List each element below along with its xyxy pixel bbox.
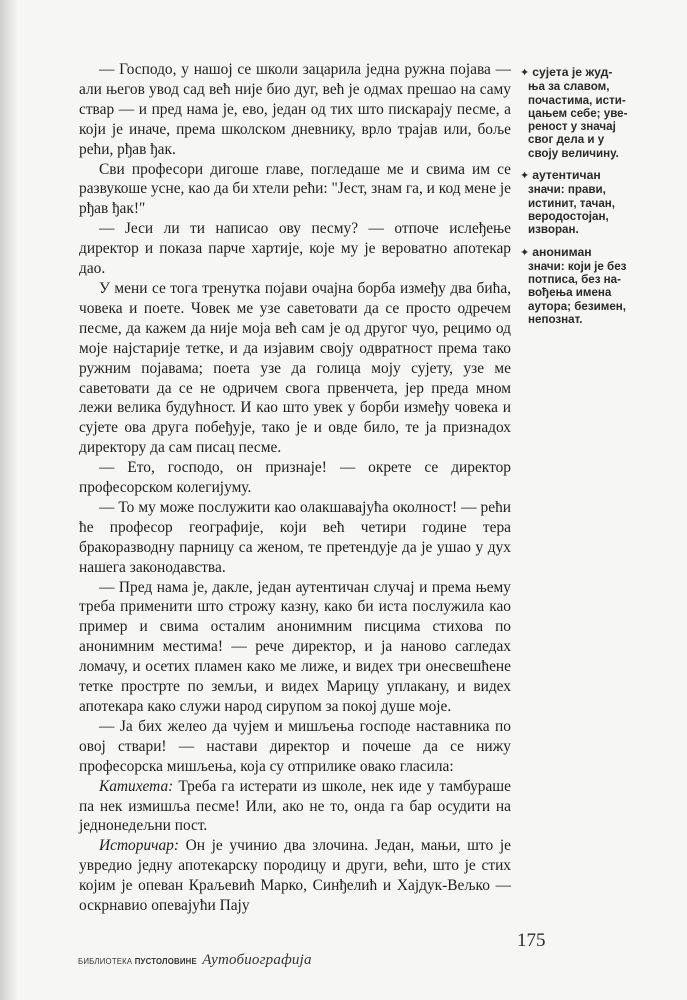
paragraph: — То му може послужити као олакшавајућа околност! — рећи ће професор географије, који већ четири године тера бракоразводну парницу са женом, те претендује да је ушао у дух нашега законодавства. [79,498,511,576]
glossary-line: цањем себе; уве- [528,106,628,120]
running-footer [78,952,312,969]
glossary-line: изворан. [528,223,579,237]
glossary-line: почастима, исти- [528,93,626,107]
glossary-entry [520,246,680,327]
paragraph [79,836,511,916]
glossary-line: непознат. [528,313,583,327]
series-name: ПУСТОЛОВИНЕ [134,957,197,966]
glossary-line: своју величину. [528,146,619,160]
paragraph [79,777,511,837]
glossary-line: истинит, тачан, [528,196,615,210]
paragraph: — Ја бих желео да чујем и мишљења господе наставника по овој ствари! — настави директор и почеше да се нижу професорска мишљења, која су отприлике овако гласила: [79,717,511,775]
page-number: 175 [517,930,546,951]
glossary-line: ✦ сујета је жуд- [520,65,613,79]
glossary-line: аутора; безимен, [528,299,627,313]
star-bullet-icon: ✦ [520,246,530,259]
glossary-line: потписа, без на- [528,273,621,287]
star-bullet-icon: ✦ [520,67,530,79]
speaker-text: Треба га истерати из школе, нек иде у тамбураше па нек измишља песме! Или, ако не то, онда га бар осудити на једнонедељни пост. [79,777,511,835]
main-text [79,60,511,916]
binding-shadow [0,0,18,1000]
glossary-line: реност у значај [528,120,616,134]
glossary-entry [520,66,680,160]
glossary-line: веродостојан, [528,209,609,223]
book-title: Аутобиографија [202,952,312,968]
glossary-sidebar [520,66,680,335]
glossary-line: значи: који је без [528,259,627,273]
paragraph: Сви професори дигоше главе, погледаше ме и свима им се развукоше усне, као да би хтели рећи: "Јест, знам га, и код мене је рђав ђак!" [79,160,511,218]
paragraph: — Јеси ли ти написао ову песму? — отпоче ислеђење директор и показа парче хартије, које му је вероватно апотекар дао. [79,220,511,278]
paragraph: — Господо, у нашој се школи зацарила једна ружна појава — али његов увод сад већ није био дуг, већ је одмах прешао на саму ствар — и пред нама је, ево, један од тих што пискарају песме, а који је иначе, према школском дневнику, врло трајав или, боље рећи, рђав ђак. [79,61,511,158]
glossary-line: ✦ аутентичан [520,168,601,183]
series-label: БИБЛИОТЕКА [78,957,133,966]
glossary-line: ња за славом, [528,80,610,94]
paragraph: У мени се тога тренутка појави очајна борба између два бића, човека и поете. Човек ме узе саветовати да се просто одречем песме, да кажем да није моја већ сам је од другог чуо, рецимо од моје најстарије тетке, и да изјавим своју одвратност према тако ружним појавама; поета узе да голица моју сујету, узе ме саветовати да се не одричем свога првенчета, јер преда мном лежи велика будућност. И као што увек у борби између човека и сујете ова друга побеђује, тако је и овде било, те ја признадох директору да сам писац песме. [79,279,511,457]
paragraph: — Ето, господо, он признаје! — окрете се директор професорском колегијуму. [79,459,511,497]
glossary-line: вођења имена [528,286,612,300]
star-bullet-icon: ✦ [520,170,530,183]
glossary-line: значи: прави, [528,183,606,197]
glossary-line: ✦ анониман [520,244,592,259]
speaker-label: Катихета: [99,777,174,795]
glossary-line: свог дела и у [528,133,605,147]
speaker-label: Историчар: [99,837,180,855]
speaker-text: Он је учинио два злочина. Један, мањи, што је увредио једну апотекарску породицу и други, већи, што је стих којим је опеван Краљевић Марко, Синђелић и Хајдук-Вељко — оскрнавио опевајући Пају [79,837,511,915]
paragraph: — Пред нама је, дакле, један аутентичан случај и према њему треба применити што строжу казну, како би иста послужила као пример и свима осталим анонимним писцима стихова по анонимним местима! — рече директор, и ја наново сагледах ломачу, и осетих пламен како ме лиже, и видех три онесвешћене тетке простртe по земљи, и видех Марицу уплакану, и видех апотекара како служи народ сирупом за покој душе моје. [79,578,511,715]
glossary-entry [520,169,680,236]
